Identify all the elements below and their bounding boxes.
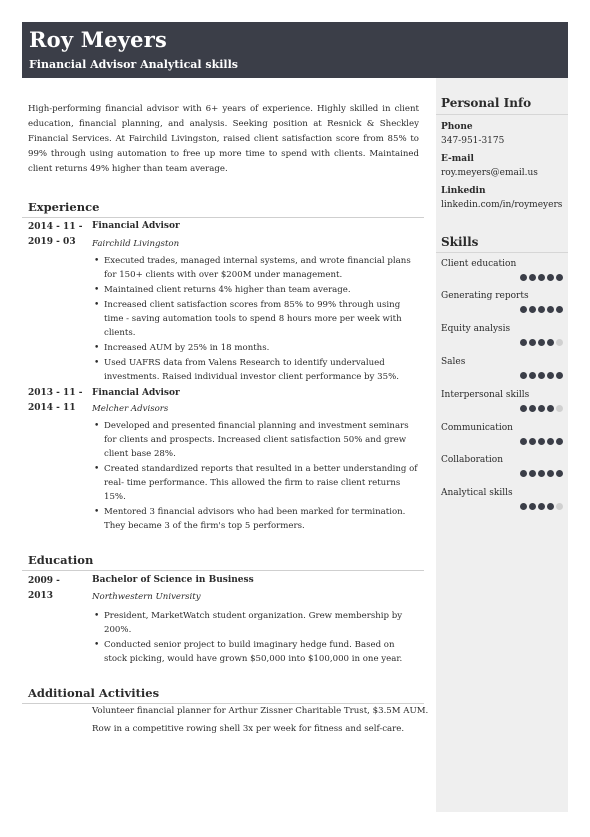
linkedin-value: linkedin.com/in/roymeyers <box>441 200 563 210</box>
job-bullets <box>92 419 418 534</box>
rating-dot-empty <box>556 339 563 346</box>
skill-name: Generating reports <box>441 291 529 301</box>
activities-divider <box>22 703 424 704</box>
rating-dot-filled <box>538 306 545 313</box>
bullet-item: • Mentored 3 financial advisors who had been marked for termination. They became 3 of the firm's top 5 performers. <box>92 505 418 533</box>
rating-dot-filled <box>529 438 536 445</box>
rating-dot-filled <box>520 372 527 379</box>
skill-item <box>441 357 563 389</box>
job-dates: 2014 - 11 - 2019 - 03 <box>28 222 83 247</box>
activities-title: Additional Activities <box>28 686 160 700</box>
experience-divider <box>22 217 424 218</box>
email-value: roy.meyers@email.us <box>441 168 538 178</box>
skill-item <box>441 390 563 422</box>
job-bullets <box>92 254 418 385</box>
rating-dot-empty <box>556 405 563 412</box>
rating-dot-filled <box>520 503 527 510</box>
rating-dot-filled <box>538 503 545 510</box>
skill-rating <box>520 306 563 313</box>
skill-item <box>441 259 563 291</box>
rating-dot-filled <box>529 470 536 477</box>
rating-dot-filled <box>547 372 554 379</box>
rating-dot-filled <box>520 306 527 313</box>
activity-item: Volunteer financial planner for Arthur Zissner Charitable Trust, $3.5M AUM. <box>92 706 429 716</box>
activity-item: Row in a competitive rowing shell 3x per week for fitness and self-care. <box>92 724 405 734</box>
rating-dot-filled <box>529 306 536 313</box>
school-name: Northwestern University <box>92 592 201 602</box>
bullet-item: • Created standardized reports that resulted in a better understanding of real- time performance. This allowed the firm to raise client returns 15%. <box>92 462 418 504</box>
linkedin-label: Linkedin <box>441 186 486 196</box>
rating-dot-filled <box>520 405 527 412</box>
rating-dot-filled <box>538 339 545 346</box>
rating-dot-filled <box>547 470 554 477</box>
rating-dot-filled <box>547 503 554 510</box>
candidate-subtitle: Financial Advisor Analytical skills <box>29 58 238 71</box>
bullet-item: • Maintained client returns 4% higher than team average. <box>92 283 418 297</box>
rating-dot-filled <box>538 372 545 379</box>
phone-label: Phone <box>441 122 473 132</box>
email-label: E-mail <box>441 154 474 164</box>
skill-rating <box>520 470 563 477</box>
skill-name: Analytical skills <box>441 488 513 498</box>
rating-dot-filled <box>556 274 563 281</box>
job-dates: 2013 - 11 - 2014 - 11 <box>28 388 83 413</box>
bullet-item: • Developed and presented financial planning and investment seminars for clients and prospects. Increased client satisfaction 50% and grew client base 28%. <box>92 419 418 461</box>
education-dates: 2009 - 2013 <box>28 576 60 601</box>
skill-name: Client education <box>441 259 517 269</box>
rating-dot-filled <box>547 274 554 281</box>
professional-summary: High-performing financial advisor with 6+ years of experience. Highly skilled in client education, financial planning, and analysis. Seeking position at Resnick & Sheckley Financial Services. At Fairchild Livingston, raised client satisfaction score from 85% to 99% through using automation to free up more time to spend with clients. Maintained client returns 49% higher than team average. <box>28 104 419 174</box>
skill-item <box>441 488 563 520</box>
rating-dot-filled <box>547 438 554 445</box>
skill-rating <box>520 339 563 346</box>
rating-dot-filled <box>529 274 536 281</box>
rating-dot-filled <box>520 274 527 281</box>
experience-title: Experience <box>28 200 100 214</box>
rating-dot-filled <box>556 470 563 477</box>
rating-dot-filled <box>547 306 554 313</box>
skill-rating <box>520 274 563 281</box>
rating-dot-filled <box>547 339 554 346</box>
job-company: Fairchild Livingston <box>92 239 180 249</box>
rating-dot-filled <box>529 503 536 510</box>
rating-dot-empty <box>556 503 563 510</box>
bullet-item: • Increased AUM by 25% in 18 months. <box>92 341 418 355</box>
phone-value: 347-951-3175 <box>441 136 505 146</box>
rating-dot-filled <box>520 339 527 346</box>
rating-dot-filled <box>538 405 545 412</box>
skill-rating <box>520 503 563 510</box>
rating-dot-filled <box>529 372 536 379</box>
job-title: Financial Advisor <box>92 221 180 231</box>
rating-dot-filled <box>547 405 554 412</box>
rating-dot-filled <box>538 438 545 445</box>
personal-info-divider <box>436 114 568 115</box>
resume-header <box>22 22 568 78</box>
bullet-item: • Conducted senior project to build imaginary hedge fund. Based on stock picking, would have grown $50,000 into $100,000 in one year. <box>92 638 418 666</box>
skill-name: Sales <box>441 357 466 367</box>
job-title: Financial Advisor <box>92 388 180 398</box>
education-divider <box>22 570 424 571</box>
skill-item <box>441 455 563 487</box>
personal-info-title: Personal Info <box>441 96 532 110</box>
skill-item <box>441 423 563 455</box>
bullet-item: • President, MarketWatch student organization. Grew membership by 200%. <box>92 609 418 637</box>
rating-dot-filled <box>538 274 545 281</box>
bullet-item: • Executed trades, managed internal systems, and wrote financial plans for 150+ clients with over $200M under management. <box>92 254 418 282</box>
education-bullets <box>92 609 418 667</box>
rating-dot-filled <box>529 339 536 346</box>
skill-rating <box>520 438 563 445</box>
skill-item <box>441 324 563 356</box>
skill-name: Interpersonal skills <box>441 390 530 400</box>
rating-dot-filled <box>520 470 527 477</box>
skill-name: Equity analysis <box>441 324 511 334</box>
skills-title: Skills <box>441 235 479 249</box>
candidate-name: Roy Meyers <box>29 27 168 52</box>
degree-title: Bachelor of Science in Business <box>92 575 254 585</box>
skill-name: Collaboration <box>441 455 503 465</box>
rating-dot-filled <box>538 470 545 477</box>
skill-item <box>441 291 563 323</box>
rating-dot-filled <box>556 306 563 313</box>
bullet-item: • Used UAFRS data from Valens Research to identify undervalued investments. Raised individual investor client performance by 35%. <box>92 356 418 384</box>
rating-dot-filled <box>556 372 563 379</box>
skills-divider <box>436 252 568 253</box>
skill-rating <box>520 372 563 379</box>
rating-dot-filled <box>556 438 563 445</box>
job-company: Melcher Advisors <box>92 404 169 414</box>
skill-name: Communication <box>441 423 513 433</box>
rating-dot-filled <box>520 438 527 445</box>
rating-dot-filled <box>529 405 536 412</box>
bullet-item: • Increased client satisfaction scores from 85% to 99% through using time - saving automation tools to spend 8 hours more per week with clients. <box>92 298 418 340</box>
skill-rating <box>520 405 563 412</box>
education-title: Education <box>28 553 94 567</box>
